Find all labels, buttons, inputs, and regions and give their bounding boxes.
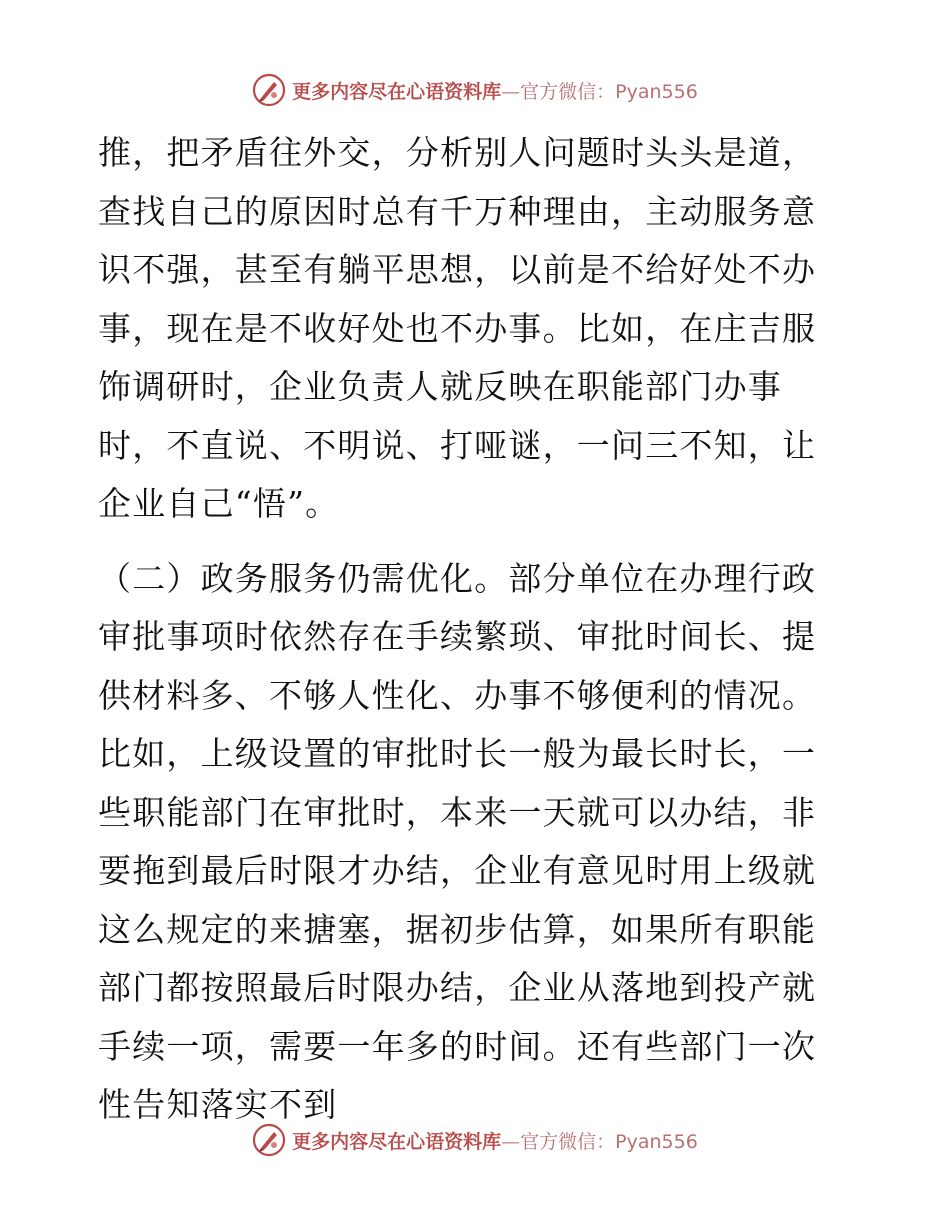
quill-pen-logo-icon (252, 1123, 286, 1157)
watermark-wechat: 官方微信：Pyan556 (520, 80, 698, 103)
watermark-brand: 更多内容尽在心语资料库 (292, 1130, 502, 1153)
quill-pen-logo-icon (252, 73, 286, 107)
watermark-separator: — (501, 80, 521, 103)
paragraph-2: （二）政务服务仍需优化。部分单位在办理行政审批事项时依然存在手续繁琐、审批时间长、提供材料多、不够人性化、办事不够便利的情况。比如，上级设置的审批时长一般为最长时长，一些职能部门在审批时，本来一天就可以办结，非要拖到最后时限才办结，企业有意见时用上级就这么规定的来搪塞，据初步估算，如果所有职能部门都按照最后时限办结，企业从落地到投产就手续一项，需要一年多的时间。还有些部门一次性告知落实不到 (98, 558, 817, 1124)
footer-watermark (0, 1120, 950, 1160)
watermark-text (292, 77, 698, 104)
watermark-text (292, 1127, 698, 1154)
watermark-brand: 更多内容尽在心语资料库 (292, 80, 502, 103)
watermark-wechat: 官方微信：Pyan556 (520, 1130, 698, 1153)
paragraph-1: 推，把矛盾往外交，分析别人问题时头头是道，查找自己的原因时总有千万种理由，主动服务意识不强，甚至有躺平思想，以前是不给好处不办事，现在是不收好处也不办事。比如，在庄吉服饰调研时，企业负责人就反映在职能部门办事时，不直说、不明说、打哑谜，一问三不知，让企业自己“悟”。 (98, 133, 817, 523)
document-body (98, 124, 850, 1135)
watermark-separator: — (501, 1130, 521, 1153)
header-watermark (0, 70, 950, 110)
